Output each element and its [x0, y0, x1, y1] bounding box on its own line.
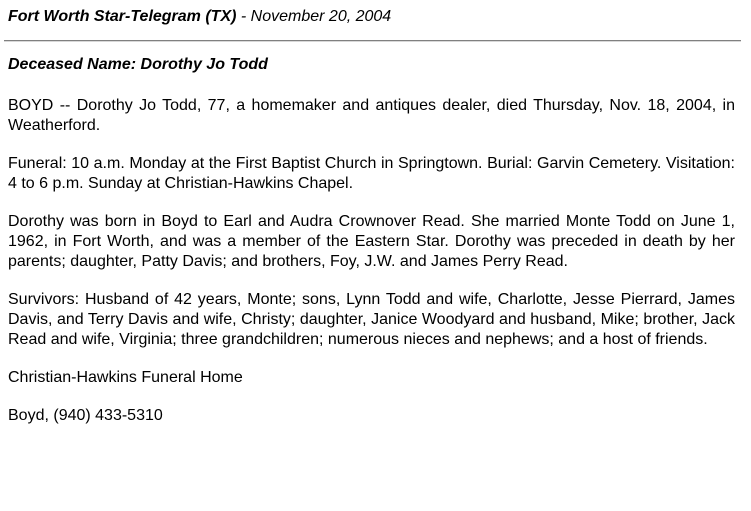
- publication-date: November 20, 2004: [250, 8, 392, 25]
- header-separator: -: [236, 8, 251, 25]
- article-header: [8, 8, 391, 26]
- newspaper-name: Fort Worth Star-Telegram (TX): [8, 8, 237, 25]
- funeral-home-name: Christian-Hawkins Funeral Home: [8, 369, 243, 386]
- paragraph-survivors: Survivors: Husband of 42 years, Monte; sons, Lynn Todd and wife, Charlotte, Jesse Pierrard, James Davis, and Terry Davis and wife, Christy; daughter, Janice Woodyard and husband, Mike; brother, Jack Read and wife, Virginia; three grandchildren; numerous nieces and nephews; and a host of friends.: [8, 291, 735, 348]
- paragraph-funeral: Funeral: 10 a.m. Monday at the First Baptist Church in Springtown. Burial: Garvin Cemetery. Visitation: 4 to 6 p.m. Sunday at Christian-Hawkins Chapel.: [8, 155, 735, 192]
- paragraph-death-notice: BOYD -- Dorothy Jo Todd, 77, a homemaker and antiques dealer, died Thursday, Nov. 18, 2004, in Weatherford.: [8, 97, 735, 134]
- funeral-home-contact: Boyd, (940) 433-5310: [8, 407, 163, 424]
- deceased-name: Deceased Name: Dorothy Jo Todd: [8, 56, 268, 73]
- header-divider: [4, 40, 741, 42]
- obituary-body: [8, 96, 735, 444]
- paragraph-biography: Dorothy was born in Boyd to Earl and Audra Crownover Read. She married Monte Todd on June 1, 1962, in Fort Worth, and was a member of the Eastern Star. Dorothy was preceded in death by her parents; daughter, Patty Davis; and brothers, Foy, J.W. and James Perry Read.: [8, 213, 735, 270]
